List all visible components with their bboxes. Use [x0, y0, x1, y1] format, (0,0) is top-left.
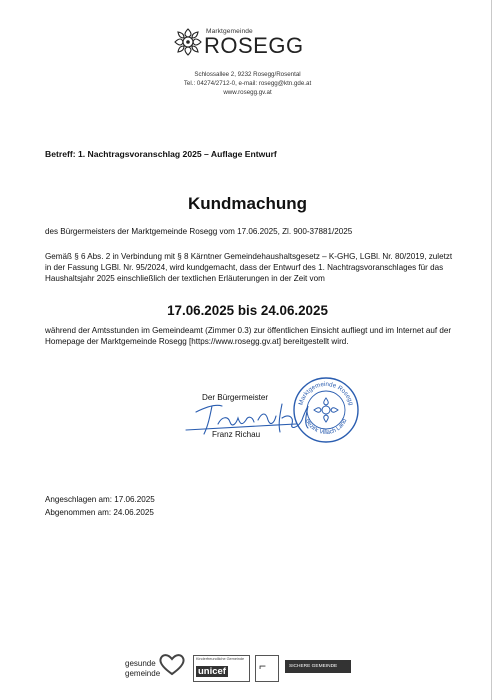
- page-edge: [491, 0, 492, 700]
- unicef-caption: Kinderfreundliche Gemeinde: [196, 657, 245, 661]
- gemeinde-line: gemeinde: [125, 668, 161, 678]
- heart-icon: [158, 652, 186, 676]
- website-link[interactable]: www.rosegg.gv.at: [223, 89, 272, 96]
- letterhead-org-name: ROSEGG: [204, 33, 304, 58]
- removed-date: Abgenommen am: 24.06.2025: [45, 508, 154, 517]
- signatory-name: Franz Richau: [212, 430, 261, 439]
- posted-date: Angeschlagen am: 17.06.2025: [45, 495, 155, 504]
- date-range: 17.06.2025 bis 24.06.2025: [167, 303, 328, 318]
- gesunde-gemeinde-logo: [125, 659, 160, 678]
- badge-icon: ⌐: [259, 659, 267, 673]
- signatory-title: Der Bürgermeister: [202, 393, 269, 402]
- intro-paragraph: des Bürgermeisters der Marktgemeinde Rosegg vom 17.06.2025, Zl. 900-37881/2025: [45, 227, 353, 236]
- address-line: Schlossallee 2, 9232 Rosegg/Rosental: [194, 71, 301, 78]
- gesunde-line: gesunde: [125, 659, 156, 668]
- subject-line: Betreff: 1. Nachtragsvoranschlag 2025 – Auflage Entwurf: [45, 149, 277, 159]
- unicef-wordmark: unicef: [198, 666, 226, 677]
- closing-paragraph: während der Amtsstunden im Gemeindeamt (Zimmer 0.3) zur öffentlichen Einsicht aufliegt und im Internet auf der Homepage der Marktgemeinde Rosegg [https://www.rosegg.gv.at] bereitgestellt wird.: [45, 326, 452, 346]
- sichere-gemeinde-badge: SICHERE GEMEINDE: [285, 660, 351, 673]
- rose-icon: [173, 27, 203, 57]
- contact-line[interactable]: Tel.: 04274/2712-0, e-mail: rosegg@ktn.gde.at: [183, 80, 312, 87]
- letterhead-org-small: Marktgemeinde: [206, 28, 253, 35]
- svg-text:Marktgemeinde Rosegg: Marktgemeinde Rosegg: [297, 380, 355, 407]
- page-title: Kundmachung: [188, 194, 307, 213]
- body-paragraph: Gemäß § 6 Abs. 2 in Verbindung mit § 8 Kärntner Gemeindehaushaltsgesetz – K-GHG, LGBl. Nr. 80/2019, zuletzt in der Fassung LGBl. Nr. 95/2024, wird kundgemacht, dass der Entwurf des 1. Nachtragsvoranschlages für das Haushaltsjahr 2025 einschließlich der textlichen Erläuterungen in der Zeit vom: [45, 252, 453, 283]
- official-seal: [292, 376, 360, 444]
- svg-text:Bezirk Villach Land: Bezirk Villach Land: [303, 417, 349, 437]
